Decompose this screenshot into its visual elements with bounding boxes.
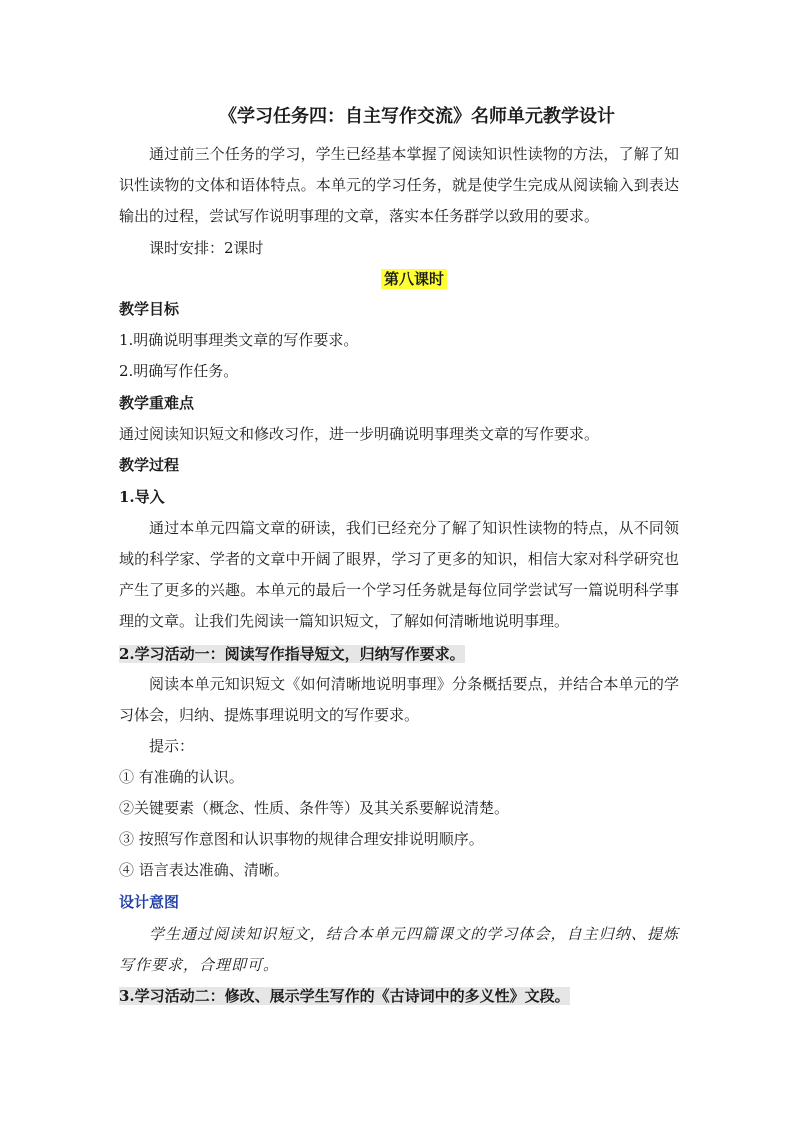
goal-item-1: 1.明确说明事理类文章的写作要求。 [119,331,359,349]
goal-item-2: 2.明确写作任务。 [119,362,239,380]
step1-heading: 1.导入 [119,488,165,506]
key-points-heading: 教学重难点 [119,394,195,412]
hint-item-1: ① 有准确的认识。 [119,768,244,786]
step1-paragraph: 通过本单元四篇文章的研读，我们已经充分了解了知识性读物的特点，从不同领域的科学家、学者的文章中开阔了眼界，学习了更多的知识，相信大家对科学研究也产生了更多的兴趣。本单元的最后一个学习任务就是每位同学尝试写一篇说明科学事理的文章。让我们先阅读一篇知识短文，了解如何清晰地说明事理。 [119,519,679,630]
document-title: 《学习任务四：自主写作交流》名师单元教学设计 [219,106,615,127]
step2-heading-text: 2.学习活动一：阅读写作指导短文，归纳写作要求。 [119,645,465,663]
lesson-label: 第八课时 [381,269,447,289]
step3-heading [119,984,570,1008]
hint-item-4: ④ 语言表达准确、清晰。 [119,861,289,879]
design-heading: 设计意图 [119,893,180,911]
hint-label: 提示： [149,737,195,755]
key-points-text: 通过阅读知识短文和修改习作，进一步明确说明事理类文章的写作要求。 [119,425,600,443]
design-paragraph: 学生通过阅读知识短文，结合本单元四篇课文的学习体会，自主归纳、提炼写作要求，合理即可。 [119,925,679,974]
hint-item-2: ②关键要素（概念、性质、条件等）及其关系要解说清楚。 [119,799,510,817]
step3-heading-text: 3.学习活动二：修改、展示学生写作的《古诗词中的多义性》文段。 [119,987,570,1005]
hint-item-3: ③ 按照写作意图和认识事物的规律合理安排说明顺序。 [119,830,484,848]
step2-heading [119,642,465,666]
process-heading: 教学过程 [119,456,180,474]
step2-paragraph: 阅读本单元知识短文《如何清晰地说明事理》分条概括要点，并结合本单元的学习体会，归纳、提炼事理说明文的写作要求。 [119,675,679,724]
intro-paragraph: 通过前三个任务的学习，学生已经基本掌握了阅读知识性读物的方法，了解了知识性读物的文体和语体特点。本单元的学习任务，就是使学生完成从阅读输入到表达输出的过程，尝试写作说明事理的文章，落实本任务群学以致用的要求。 [119,145,679,225]
goals-heading: 教学目标 [119,300,180,318]
schedule-text: 课时安排：2课时 [149,239,264,257]
